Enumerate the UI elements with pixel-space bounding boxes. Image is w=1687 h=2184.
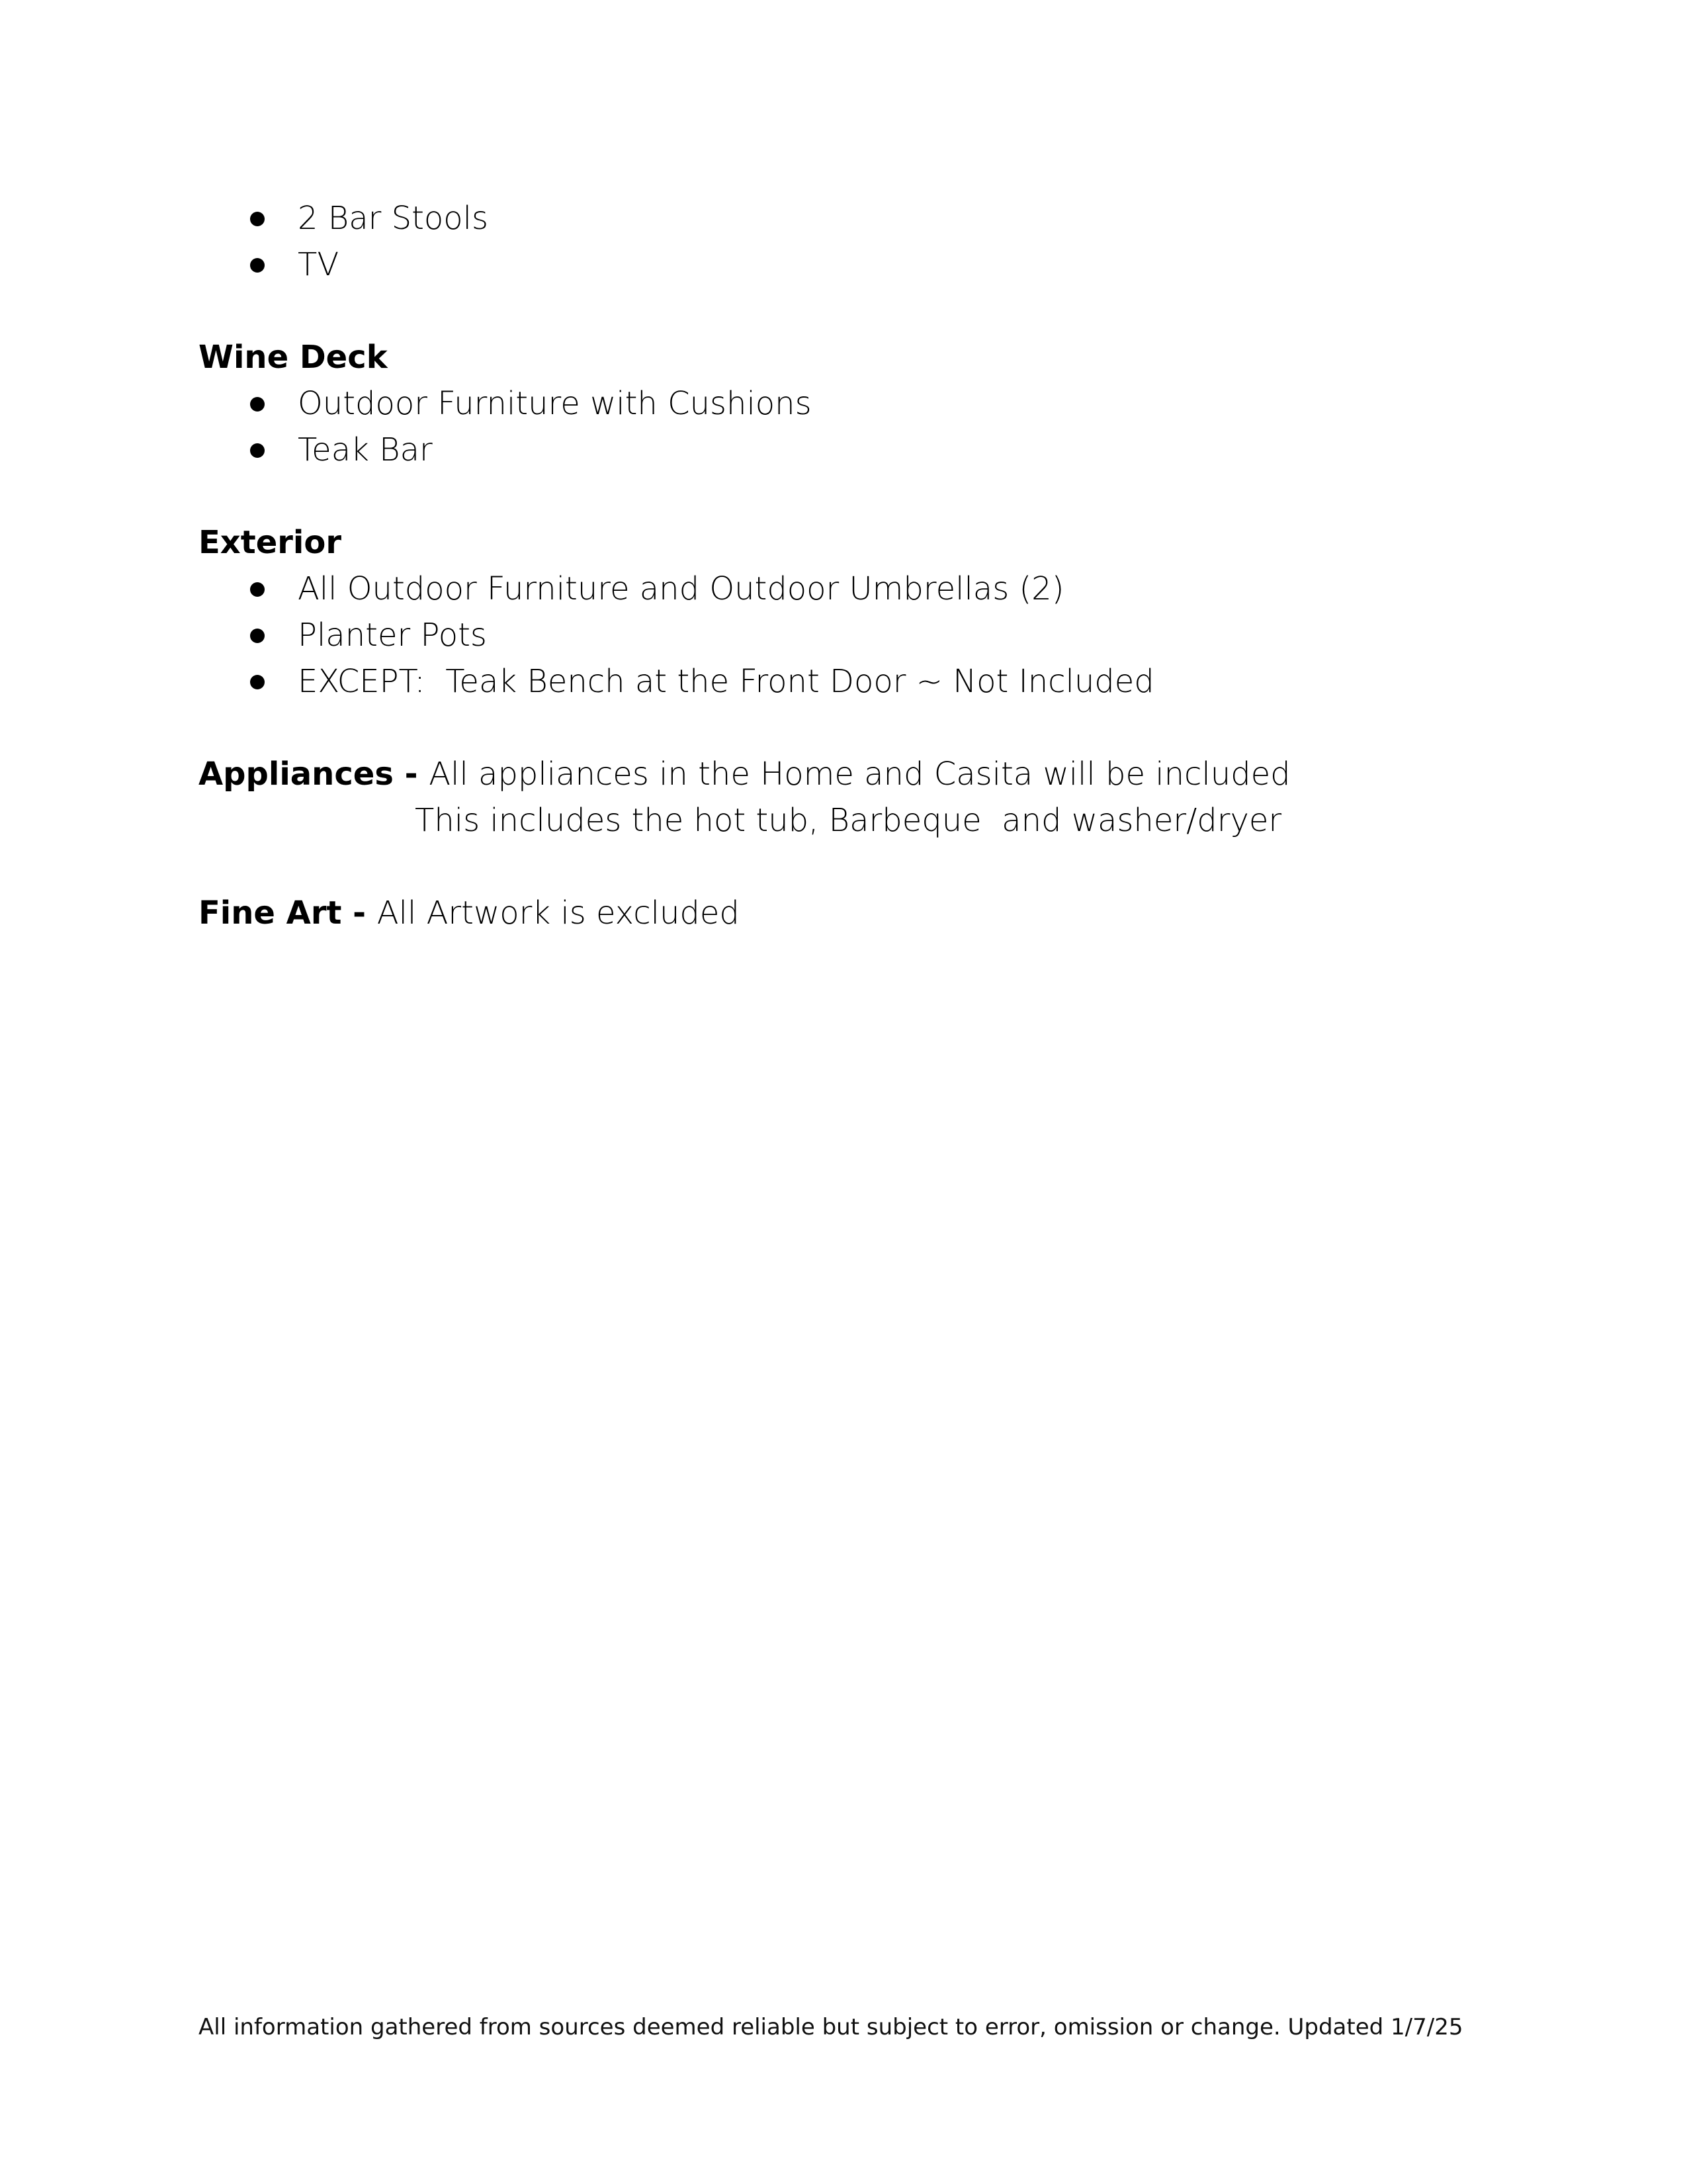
list-item: Teak Bar <box>198 427 1522 473</box>
section-heading: Exterior <box>198 524 342 561</box>
list-item: 2 Bar Stools <box>198 195 1522 241</box>
appliances-label: Appliances - <box>198 756 429 793</box>
bullet-icon <box>250 397 265 412</box>
exterior-section <box>198 519 1522 705</box>
fine-art-section <box>198 890 1522 936</box>
top-list <box>198 195 1522 288</box>
list-item: TV <box>198 241 1522 288</box>
fine-art-line <box>198 890 1522 936</box>
list-item: EXCEPT: Teak Bench at the Front Door ~ Not Included <box>198 658 1522 705</box>
list-item: Planter Pots <box>198 612 1522 658</box>
exterior-list <box>198 566 1522 705</box>
list-item: All Outdoor Furniture and Outdoor Umbrellas (2) <box>198 566 1522 612</box>
bullet-icon <box>250 675 265 689</box>
wine-deck-section <box>198 334 1522 473</box>
section-heading: Wine Deck <box>198 339 388 376</box>
appliances-section <box>198 751 1522 844</box>
appliances-detail: This includes the hot tub, Barbeque and washer/dryer <box>415 802 1282 839</box>
bullet-icon <box>250 258 265 273</box>
wine-deck-list <box>198 380 1522 473</box>
top-list-section <box>198 195 1522 288</box>
bullet-icon <box>250 629 265 643</box>
appliances-text: All appliances in the Home and Casita will be included <box>429 756 1291 793</box>
fine-art-label: Fine Art - <box>198 895 377 932</box>
list-item: Outdoor Furniture with Cushions <box>198 380 1522 427</box>
bullet-icon <box>250 212 265 226</box>
appliances-line <box>198 751 1522 797</box>
fine-art-text: All Artwork is excluded <box>376 895 740 932</box>
bullet-icon <box>250 582 265 597</box>
footer-disclaimer: All information gathered from sources deemed reliable but subject to error, omission or change. Updated 1/7/25 <box>198 2014 1463 2040</box>
bullet-icon <box>250 443 265 458</box>
